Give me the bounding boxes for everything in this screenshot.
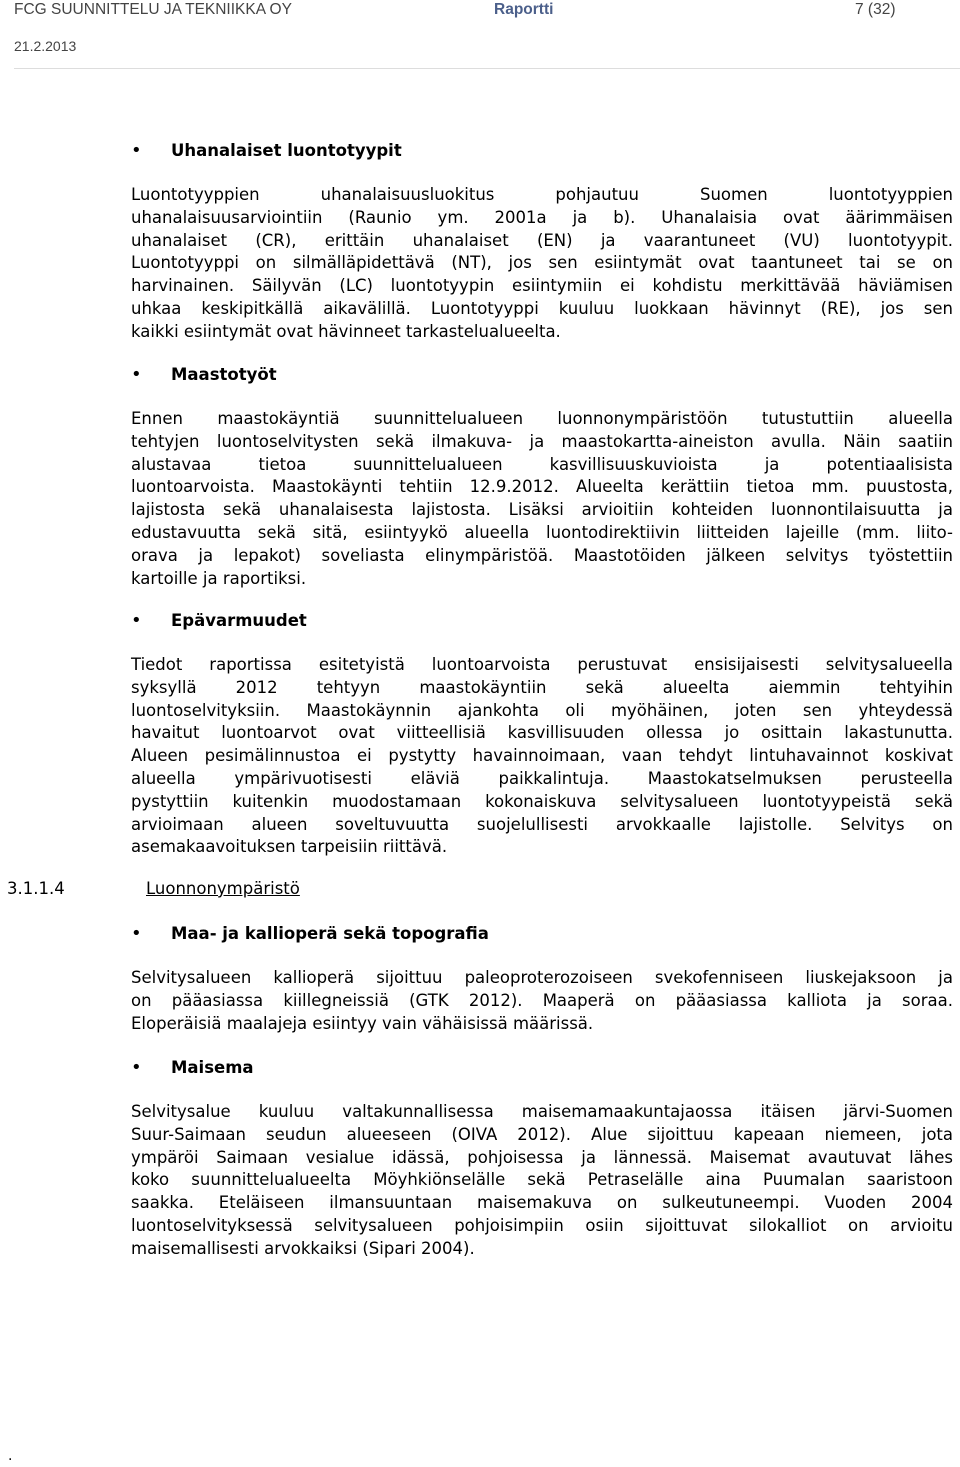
bullet-icon: • — [131, 364, 142, 385]
text-line: syksyllä 2012 tehtyyn maastokäyntiin sekä alueelta aiemmin tehtyihin — [131, 677, 953, 697]
page-number: 7 (32) — [855, 1, 896, 18]
section-heading: Epävarmuudet — [171, 611, 307, 630]
text-line: on pääasiassa kiillegneissiä (GTK 2012). Maaperä on pääasiassa kalliota ja soraa. — [131, 990, 953, 1010]
bullet-heading — [131, 922, 953, 946]
text-line: alueella ympärivuotisesti eläviä paikkalintuja. Maastokatselmuksen perusteella — [131, 768, 953, 788]
section-paragraph — [131, 408, 953, 590]
bullet-icon: • — [131, 1057, 142, 1078]
text-line: Selvitysalue kuuluu valtakunnallisessa maisemamaakuntajaossa itäisen järvi-Suomen — [131, 1102, 953, 1121]
bullet-heading — [131, 609, 953, 633]
bullet-heading — [131, 1056, 953, 1080]
text-line: Eloperäisiä maalajeja esiintyy vain vähäisissä määrissä. — [131, 1013, 594, 1033]
text-line: koko suunnittelualueelta Möyhkiönselälle sekä Petraselälle aina Puumalan saaristoon — [131, 1170, 953, 1190]
text-line: kartoille ja raportiksi. — [131, 568, 307, 588]
text-line: harvinainen. Säilyvän (LC) luontotyypin esiintymiin ei kohdistu merkittävää häviämisen — [131, 276, 953, 296]
section-heading: Maa- ja kallioperä sekä topografia — [171, 924, 489, 943]
text-line: tehtyjen luontoselvitysten sekä ilmakuva- ja maastokartta-aineiston avulla. Näin saatiin — [131, 431, 953, 451]
text-line: asemakaavoituksen tarpeisiin riittävä. — [131, 837, 448, 857]
text-line: maisemallisesti arvokkaiksi (Sipari 2004). — [131, 1238, 475, 1258]
bullet-heading — [131, 139, 953, 163]
footer-mark: . — [8, 1448, 13, 1464]
subsection-number: 3.1.1.4 — [7, 879, 65, 898]
text-line: Luontotyyppien uhanalaisuusluokitus pohjautuu Suomen luontotyyppien — [131, 185, 953, 204]
text-line: arvioimaan alueen soveltuvuutta suojelullisesti arvokkaalle lajistolle. Selvitys on — [131, 814, 953, 834]
section-paragraph — [131, 184, 953, 344]
report-date: 21.2.2013 — [14, 38, 77, 54]
text-line: Luontotyyppi on silmälläpidettävä (NT), jos sen esiintymät ovat taantuneet tai se on — [131, 253, 953, 273]
page-header — [0, 0, 960, 72]
text-line: kaikki esiintymät ovat hävinneet tarkastelualueelta. — [131, 321, 561, 341]
text-line: lajistosta sekä uhanalaisesta lajistosta. Lisäksi arvioitiin kohteiden luonnontilaisuutta ja — [131, 500, 953, 520]
text-line: ympäröi Saimaan vesialue idässä, pohjoisessa ja lännessä. Maisemat avautuvat lähes — [131, 1147, 953, 1167]
text-line: Selvitysalueen kallioperä sijoittuu paleoproterozoiseen svekofenniseen liuskejaksoon ja — [131, 968, 953, 987]
section-heading: Maisema — [171, 1058, 254, 1077]
text-line: uhkaa keskipitkällä aikavälillä. Luontotyyppi kuuluu luokkaan hävinnyt (RE), jos sen — [131, 298, 953, 318]
text-line: luontoarvoista. Maastokäynti tehtiin 12.9.2012. Alueelta kerättiin tietoa mm. puustosta, — [131, 477, 953, 497]
bullet-heading — [131, 363, 953, 387]
bullet-icon: • — [131, 610, 142, 631]
section-heading: Maastotyöt — [171, 365, 277, 384]
company-name: FCG SUUNNITTELU JA TEKNIIKKA OY — [14, 1, 292, 18]
text-line: orava ja lepakot) soveliasta elinympäristöä. Maastotöiden jälkeen selvitys työstettiin — [131, 545, 953, 565]
text-line: luontoselvityksessä selvitysalueen pohjoisimpiin osiin sijoittuvat silokalliot on arvioitu — [131, 1215, 953, 1235]
text-line: uhanalaiset (CR), erittäin uhanalaiset (EN) ja vaarantuneet (VU) luontotyypit. — [131, 230, 953, 250]
text-line: saakka. Eteläiseen ilmansuuntaan maisemakuva on sulkeutuneempi. Vuoden 2004 — [131, 1193, 953, 1213]
text-line: alustavaa tietoa suunnittelualueen kasvillisuuskuvioista ja potentiaalisista — [131, 454, 953, 474]
section-paragraph — [131, 1101, 953, 1261]
section-paragraph — [131, 967, 953, 1035]
section-paragraph — [131, 654, 953, 859]
text-line: edustavuutta sekä sitä, esiintyykö alueella luontodirektiivin liitteiden lajeille (mm. liito- — [131, 522, 953, 542]
text-line: Suur-Saimaan seudun alueeseen (OIVA 2012). Alue sijoittuu kapeaan niemeen, jota — [131, 1124, 953, 1144]
text-line: Alueen pesimälinnustoa ei pystytty havainnoimaan, vaan tehdyt lintuhavainnot koskivat — [131, 746, 953, 766]
text-line: Tiedot raportissa esitetyistä luontoarvoista perustuvat ensisijaisesti selvitysalueella — [131, 655, 953, 674]
text-line: havaitut luontoarvot ovat viitteellisiä kasvillisuuden ollessa jo osittain lakastunutta. — [131, 723, 953, 743]
report-type: Raportti — [494, 1, 554, 18]
header-rule — [14, 68, 960, 69]
bullet-icon: • — [131, 140, 142, 161]
text-line: luontoselvityksiin. Maastokäynnin ajankohta oli myöhäinen, joten sen yhteydessä — [131, 700, 953, 720]
bullet-icon: • — [131, 923, 142, 944]
text-line: Ennen maastokäyntiä suunnittelualueen luonnonympäristöön tutustuttiin alueella — [131, 409, 953, 428]
text-line: pystyttiin kuitenkin muodostamaan kokonaiskuva selvitysalueen luontotyypeistä sekä — [131, 791, 953, 811]
subsection-title: Luonnonympäristö — [146, 879, 300, 898]
text-line: uhanalaisuusarviointiin (Raunio ym. 2001a ja b). Uhanalaisia ovat äärimmäisen — [131, 207, 953, 227]
section-heading: Uhanalaiset luontotyypit — [171, 141, 402, 160]
